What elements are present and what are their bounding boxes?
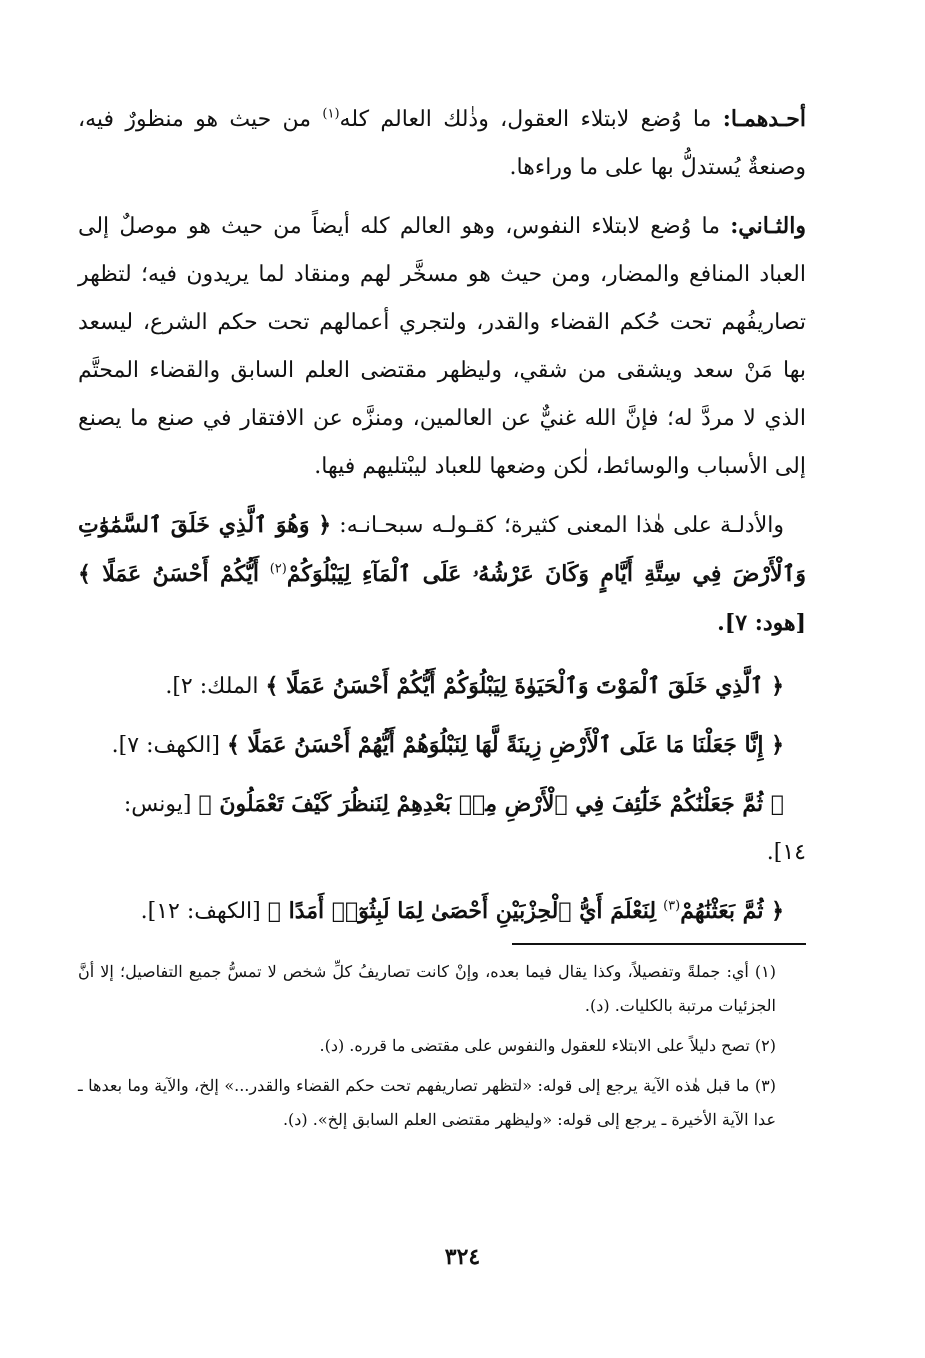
footnote-marker: (٣): [663, 898, 681, 914]
footnote-3: (٣) ما قبل هٰذه الآية يرجع إلى قوله: «لتظهر تصاريفهم تحت حكم القضاء والقدر...» إلخ، والآية وما بعدها ـ عدا الآية الأخيرة ـ يرجع إلى قوله: «وليظهر مقتضى العلم السابق إلخ». (د).: [78, 1076, 776, 1129]
verse-reference: [الكهف: ٧].: [111, 733, 220, 758]
verse-reference: [هود: ٧].: [717, 610, 806, 636]
page-number: ٣٢٤: [444, 1244, 481, 1270]
quran-verse: لِنَعْلَمَ أَيُّ ٱلْحِزْبَيْنِ أَحْصَىٰ لِمَا لَبِثُوٓا۟ أَمَدًا ﴾: [267, 898, 657, 924]
paragraph-text: ما وُضع لابتلاء النفوس، وهو العالم كله أيضاً من حيث هو موصلٌ إلى العباد المنافع والمضار، ومن حيث هو مسخَّر لهم ومنقاد لما يريدون فيه؛ لتظهر تصاريفُهم تحت حُكم القضاء والقدر، ولتجري أعمالهم تحت حكم الشرع، ليسعد بها مَنْ سعد ويشقى من شقي، وليظهر مقتضى العلم السابق والقضاء المحتَّم الذي لا مردَّ له؛ فإنَّ الله غنيٌّ عن العالمين، ومنزَّه عن الافتقار في صنع ما يصنع إلى الأسباب والوسائط، لٰكن وضعها للعباد ليبْتليهم فيها.: [78, 214, 806, 479]
main-text: [78, 95, 806, 936]
paragraph-lead: أحـدهمـا:: [722, 106, 806, 132]
verse-item: [78, 662, 806, 711]
verse-item: [78, 721, 806, 770]
footnote-2: (٢) تصح دليلاً على الابتلاء للعقول والنفوس على مقتضى ما قرره. (د).: [319, 1036, 776, 1055]
footnote-divider: [512, 943, 806, 945]
verse-item: [78, 887, 806, 936]
paragraph-text: من حيث هو منظورٌ فيه، وصنعةٌ يُستدلُّ بها على ما وراءها.: [78, 107, 806, 180]
quran-verse: ﴿ وَهُوَ ٱلَّذِي خَلَقَ ٱلسَّمَٰوَٰتِ وَٱلْأَرْضَ فِي سِتَّةِ أَيَّامٍ وَكَانَ عَرْشُهُۥ عَلَى ٱلْمَآءِ لِيَبْلُوَكُمْ: [78, 512, 807, 587]
paragraph-text: والأدلـة على هٰذا المعنى كثيرة؛ كقـولـه سبحـانـه:: [339, 513, 785, 538]
footnote-marker: (١): [322, 106, 340, 122]
quran-verse: أَيُّكُمْ أَحْسَنُ عَمَلًا ﴾: [78, 561, 260, 587]
quran-verse: ﴿ إِنَّا جَعَلْنَا مَا عَلَى ٱلْأَرْضِ زِينَةً لَّهَا لِنَبْلُوَهُمْ أَيُّهُمْ أَحْسَنُ عَمَلًا ﴾: [226, 732, 784, 758]
paragraph-lead: والثـاني:: [730, 213, 806, 239]
paragraph-evidence: [78, 501, 806, 648]
footnotes: [78, 955, 806, 1137]
quran-verse: ﴿ ثُمَّ جَعَلْنَٰكُمْ خَلَٰٓئِفَ فِي ٱلْأَرْضِ مِنۢ بَعْدِهِمْ لِنَنظُرَ كَيْفَ تَعْمَلُونَ ﴾: [198, 791, 784, 817]
quran-verse: ﴿ ٱلَّذِي خَلَقَ ٱلْمَوْتَ وَٱلْحَيَوٰةَ لِيَبْلُوَكُمْ أَيُّكُمْ أَحْسَنُ عَمَلًا ﴾: [265, 673, 784, 699]
verse-reference: الملك: ٢].: [165, 674, 259, 699]
paragraph-first: [78, 95, 806, 192]
footnote-marker: (٢): [269, 561, 287, 577]
paragraph-text: ما وُضع لابتلاء العقول، وذٰلك العالم كله: [339, 107, 712, 132]
paragraph-second: [78, 202, 806, 491]
footnote-1: (١) أي: جملةً وتفصيلاً، وكذا يقال فيما بعده، وإنْ كانت تصاريفُ كلِّ شخص لا تمسُّ جميع التفاصيل؛ إلا أنَّ الجزئيات مرتبة بالكليات. (د).: [78, 962, 777, 1015]
quran-verse: ﴿ ثُمَّ بَعَثْنَٰهُمْ: [680, 898, 784, 924]
verse-item: [78, 780, 806, 877]
verse-list: [78, 662, 806, 936]
verse-reference: [يونس: ١٤].: [123, 792, 806, 865]
verse-reference: [الكهف: ١٢].: [140, 899, 261, 924]
